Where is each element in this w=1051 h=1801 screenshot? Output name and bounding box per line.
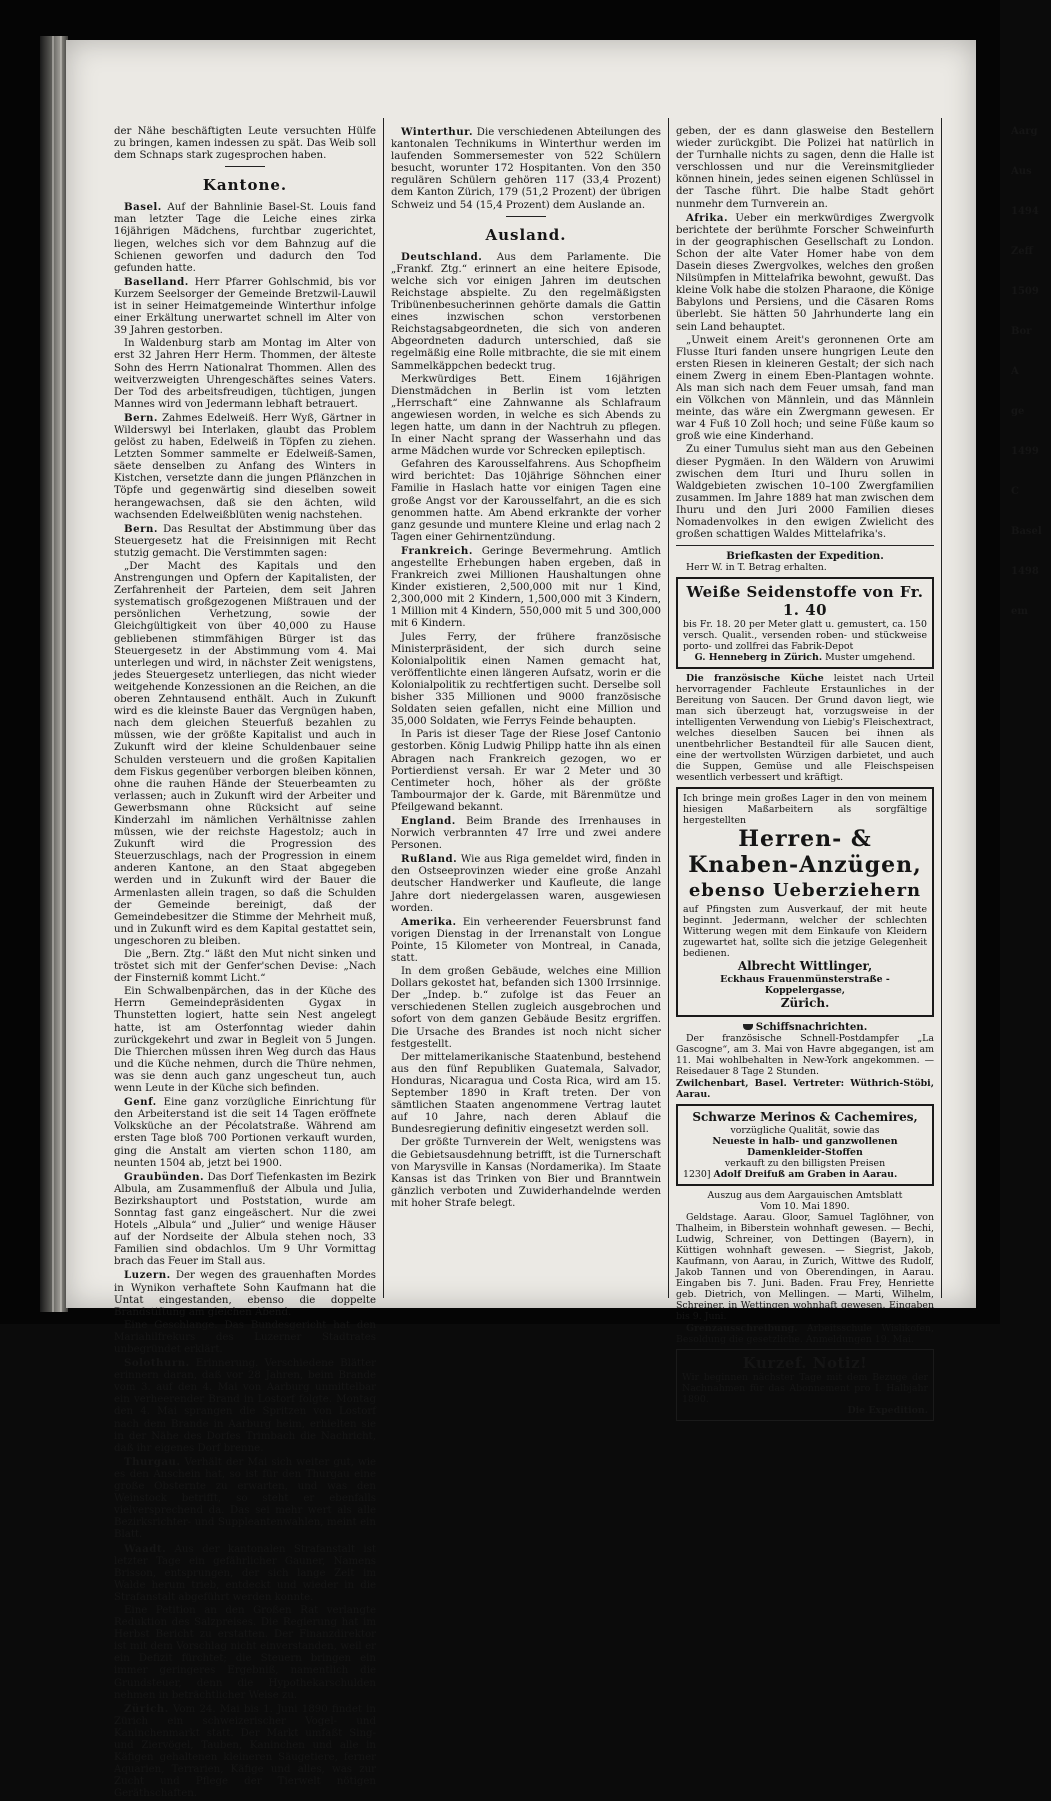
spine-edge-line [52, 36, 54, 1312]
edge-fragment: Zeff [1011, 246, 1033, 257]
news-paragraph [114, 412, 376, 522]
news-paragraph [391, 729, 661, 814]
paragraph-text: „Unweit einem Areit's geronnenen Orte am Flusse Ituri fanden unsere hungrigen Leute den ersten Riesen in kleineren Gestalt; der sich nach einem Zwerg in einem Eben-Plantagen wohnte. Als man sich nach dem Feuer umsah, fand man ein Völkchen von Männlein, und das Männlein meinte, das wäre ein Zwergmann gewesen. Er war 4 Fuß 10 Zoll hoch; und seine Füße kaum so groß wie eine Kinderhand. [676, 334, 934, 443]
paragraph-text: Das Resultat der Abstimmung über das Steuergesetz hat die Freisinnigen mit Recht stutzig gemacht. Die Verstimmten sagen: [114, 523, 376, 559]
edge-fragment: Aus [1011, 166, 1032, 177]
paragraph-text: In dem großen Gebäude, welches eine Million Dollars gekostet hat, befanden sich 1300 Irrsinnige. Der „Indep. b.“ zufolge ist das Feuer an verschiedenen Stellen zugleich ausgebrochen und sofort von dem ganzen Gebäude Besitz ergriffen. Die Ursache des Brandes ist noch nicht sicher festgestellt. [391, 966, 661, 1050]
ad-silk-text: bis Fr. 18. 20 per Meter glatt u. gemustert, ca. 150 versch. Qualit., versenden roben- und stückweise porto- und zollfrei das Fabrik-Depot [683, 619, 927, 653]
news-paragraph [114, 1171, 376, 1269]
news-paragraph [114, 1269, 376, 1318]
paragraph-text: Zu einer Tumulus sieht man aus den Gebeinen dieser Pygmäen. In den Wäldern von Aruwimi zwischen dem Ituri und Ihuru sollen in Waldgebieten zwischen 10–100 Zwergfamilien zusammen. Im Jahre 1889 hat man zwischen dem Ihuru und den Juri 2000 Familien dieses Nomadenvolkes in den ewigen Zwielicht des großen schattigen Waldes Mittelafrika's. [676, 444, 934, 541]
ad-merinos-title: Schwarze Merinos & Cachemires, [692, 1110, 918, 1125]
ad-suits-text: auf Pfingsten zum Ausverkauf, der mit heute beginnt. Jedermann, welcher der schlechten Witterung wegen mit dem Einkaufe von Kleidern zugewartet hat, sollte sich die jetzige Gelegenheit bedienen. [683, 904, 927, 960]
paragraph-lead: Thurgau. [124, 1455, 181, 1468]
section-heading-kantone: Kantone. [202, 176, 288, 195]
column-rule [383, 118, 384, 1298]
afrika-list [676, 212, 934, 542]
paragraph-lead: Graubünden. [124, 1170, 205, 1183]
paragraph-lead: Rußland. [401, 853, 458, 866]
paragraph-text: Erinnerung. Verschiedene Blätter erinnern daran, daß vor 28 Jahren, beim Brande vom 3. auf den 4. Mai von Aarburg unmittelbar ein verheerender Brand in Lostorf folgte. Montag den 4. Mai sprangen die Spritzen von Lostorf nach dem Brande in Aarburg heim, erhielten sie in der Nähe des Dorfes Trimbach die Nachricht, daß ihr eigenes Dorf brenne. [114, 1358, 376, 1454]
paragraph-text: Eine ganz vorzügliche Einrichtung für den Arbeiterstand ist die seit 14 Tagen eröffnete Volksküche an der Pécolatstraße. Während am ersten Tage bloß 700 Portionen verkauft wurden, ging die Anstalt am vierten schon 1180, am neunten 1504 ab, jetzt bei 1900. [114, 1097, 376, 1169]
paragraph-lead: Winterthur. [401, 126, 474, 138]
edge-fragment: ge [1011, 406, 1025, 417]
briefkasten-line: Herr W. in T. Betrag erhalten. [686, 562, 827, 574]
paragraph-text: Herr Pfarrer Gohlschmid, bis vor Kurzem Seelsorger der Gemeinde Bretzwil-Lauwil ist in seiner Heimatgemeinde Winterthur infolge einer Erkältung unerwartet schnell im Alter von 39 Jahren gestorben. [114, 276, 376, 337]
paragraph-text: Geringe Bevermehrung. Amtlich angestellte Erhebungen haben ergeben, daß in Frankreich zwei Millionen Haushaltungen ohne Kinder existieren, 2,500,000 mit nur 1 Kind, 2,300,000 mit 2 Kindern, 1,500,000 mit 3 Kindern, 1 Million mit 4 Kindern, 550,000 mit 5 und 300,000 mit 6 Kindern. [391, 545, 661, 630]
edge-fragment: em [1011, 606, 1028, 617]
amtsblatt-footer [676, 1323, 934, 1345]
paragraph-text: Jules Ferry, der frühere französische Ministerpräsident, der sich durch seine Kolonialpolitik einen Namen gemacht hat, veröffentlichte einen längeren Aufsatz, worin er die Kolonialpolitik zu rechtfertigen sucht. Derselbe soll bisher 335 Millionen und 9000 französische Soldaten seien gefallen, nicht eine Million und 35,000 Soldaten, wie Ferrys Feinde behaupten. [391, 631, 661, 728]
column-1 [114, 126, 376, 1801]
news-paragraph [391, 966, 661, 1051]
liebig-text: leistet nach Urteil hervorragender Fachleute Erstaunliches in der Bereitung von Saucen. Der Grund davon liegt, wie man sich überzeugt hat, vorzugsweise in der intelligenten Verwendung von Liebig's Fleischextract, welches dieselben Saucen bei ihnen als unentbehrlicher Bestandteil für alle Saucen dient, eine der wertvollsten Würzigen darbietet, und auch die Suppen, Gemüse und alle Fleischspeisen wesentlich verbessert und kräftigt. [676, 673, 934, 784]
spine-edge-line [60, 36, 62, 1312]
paragraph-text: Ein verheerender Feuersbrunst fand vorigen Dienstag in der Irrenanstalt von Longue Pointe, 15 Kilometer von Montreal, in Canada, statt. [391, 916, 661, 964]
news-paragraph [391, 1052, 661, 1137]
paragraph-text: Der größte Turnverein der Welt, wenigstens was die Gebietsausdehnung betrifft, ist die Turnerschaft von Marysville in Kansas (Nordamerika). Im Staate Kansas ist das Trinken von Bier und Branntwein gänzlich verboten und Zuwiderhandelnde werden mit hoher Strafe belegt. [391, 1137, 661, 1209]
ship-icon [743, 1024, 753, 1030]
news-paragraph [391, 916, 661, 965]
paragraph-text: Ueber ein merkwürdiges Zwergvolk berichtete der berühmte Forscher Schweinfurth in der geographischen Gesellschaft zu London. Schon der alte Vater Homer habe von dem Dasein dieses Zwergvolkes, welches den großen Nilsümpfen in Mittelafrika bewohnt, gewußt. Das kleine Volk habe die stolzen Pharaone, die Könige Babylons und Persiens, und die Cäsaren Roms überlebt. Sie hätten 50 Jahrhunderte lang ein sein Land behauptet. [676, 212, 934, 333]
column-rule [668, 118, 669, 1298]
ad-silk-tail: Muster umgehend. [825, 652, 916, 664]
news-paragraph [114, 1357, 376, 1455]
ad-merinos-firm: Adolf Dreifuß am Graben in Aarau. [713, 1169, 898, 1181]
edge-fragment: A [1011, 366, 1019, 377]
news-paragraph [114, 986, 376, 1095]
news-paragraph [391, 853, 661, 914]
notiz-text: Wir beginnen nächster Tage mit dem Bezuge der Nachnahmen für das Abonnement pro I. Halbjahr 1890. [682, 1372, 928, 1406]
paragraph-lead: Amerika. [401, 915, 457, 928]
news-paragraph [114, 201, 376, 275]
news-paragraph [114, 1456, 376, 1542]
news-paragraph [114, 338, 376, 411]
news-paragraph [114, 1605, 376, 1702]
paragraph-lead: Basel. [124, 201, 162, 214]
news-paragraph [391, 126, 661, 212]
paragraph-text: Zahmes Edelweiß. Herr Wyß, Gärtner in Wilderswyl bei Interlaken, glaubt das Problem gelöst zu haben, Edelweiß in Töpfen zu ziehen. Letzten Sommer sammelte er Edelweiß-Samen, säete denselben zu Anfang des Winters in Kistchen, versetzte dann die jungen Pflänzchen in Töpfe und gegenwärtig sind dieselben soweit herangewachsen, daß sie den ächten, wild wachsenden Edelweißblüten wenig nachstehen. [114, 412, 376, 521]
edge-fragment: Aarg [1011, 126, 1038, 137]
paragraph-lead: Zürich. [124, 1702, 169, 1715]
kantone-list [114, 201, 376, 948]
paragraph-text: Auf der Bahnlinie Basel-St. Louis fand man letzter Tage die Leiche eines zirka 16jährigen Mädchens, furchtbar zugerichtet, liegen, welches sich vor dem Bahnzug auf die Schienen geworfen und dadurch den Tod gefunden hatte. [114, 202, 376, 274]
section-divider [225, 166, 265, 167]
ad-merinos [676, 1104, 934, 1186]
paragraph-text: Wie aus Riga gemeldet wird, finden in den Ostseeprovinzen wieder eine große Anzahl deutscher Handwerker und Kaufleute, die lange Jahre dort niedergelassen waren, ausgewiesen worden. [391, 854, 661, 914]
paragraph-text: Merkwürdiges Bett. Einem 16jährigen Dienstmädchen in Berlin ist vom letzten „Herrschaft“ eine Zahnwanne als Schlafraum angewiesen worden, in welche es sich Abends zu legen hatte, um dann in der Nachtruh zu pflegen. In einer Nacht sprang der Wasserhahn und das arme Mädchen wurde vor Schrecken epileptisch. [391, 373, 661, 458]
paragraph-text: Eine Geschlange. Das Bundesgericht hat den Mariahilfrekurs des Luzerner Stadtrates unbegründet erklärt. [114, 1319, 376, 1355]
amtsblatt-text: Geldstage. Aarau. Gloor, Samuel Taglöhner, von Thalheim, in Biberstein wohnhaft gewesen. — Bechi, Ludwig, Schreiner, von Dettingen (Bayern), in Küttigen wohnhaft gewesen. — Siegrist, Jakob, Kaufmann, von Aarau, in Zurich, Wittwe des Rudolf, Jakob Tannen und von Oberendingen, in Aarau. Eingaben bis 7. Juni. Baden. Frau Frey, Henriette geb. Dietrich, von Mellingen. — Marti, Wilhelm, Schreiner, in Wettingen wohnhaft gewesen. Eingaben bis 9. Juni. [676, 1212, 934, 1323]
ad-silk [676, 577, 934, 669]
liebig-lead: Die französische Küche [686, 673, 824, 685]
paragraph-lead: Frankreich. [401, 544, 473, 557]
ship-news-agent: Zwilchenbart, Basel. Vertreter: Wüthrich-Stöbi, Aarau. [676, 1078, 934, 1101]
newspaper-page [66, 40, 1042, 1800]
paragraph-lead: Waadt. [124, 1542, 167, 1555]
divider [676, 545, 934, 546]
ship-news-title [676, 1021, 934, 1033]
notiz-title: Kurzef. Notiz! [742, 1354, 868, 1373]
ad-silk-firm: G. Henneberg in Zürich. [694, 652, 823, 664]
edge-fragment: 1499 [1011, 446, 1039, 457]
ship-news-text: Der französische Schnell-Postdampfer „La Gascogne“, am 3. Mai von Havre abgegangen, ist am 11. Mai wohlbehalten in New-York angekommen. — Reisedauer 8 Tage 2 Stunden. [676, 1033, 934, 1078]
column-2 [391, 126, 661, 1211]
edge-fragment: 1494 [1011, 206, 1039, 217]
paragraph-lead: England. [401, 814, 456, 827]
paragraph-lead: Solothurn. [124, 1357, 190, 1370]
news-paragraph [391, 374, 661, 459]
news-paragraph [391, 1137, 661, 1210]
paragraph-lead: Bern. [124, 522, 158, 535]
news-paragraph [391, 632, 661, 729]
ad-merinos-ref: 1230] [683, 1169, 711, 1181]
winterthur-list [391, 126, 661, 212]
bern-ztg-paragraph: Die „Bern. Ztg.“ läßt den Mut nicht sinken und tröstet sich mit der Genfer'schen Devise: „Nach der Finsterniß kommt Licht.“ [114, 949, 376, 985]
news-paragraph [676, 335, 934, 444]
paragraph-lead: Afrika. [686, 211, 729, 224]
news-paragraph [391, 545, 661, 631]
paragraph-text: In Waldenburg starb am Montag im Alter von erst 32 Jahren Herr Herm. Thommen, der älteste Sohn des Herrn Nationalrat Thommen. Allen des weitverzweigten Uhrengeschäftes seines Vaters. Der Tod des arbeitsfreudigen, tüchtigen, jungen Mannes wird von Jedermann lebhaft betrauert. [114, 338, 376, 410]
paragraph-lead: Luzern. [124, 1269, 171, 1282]
paragraph-lead: Genf. [124, 1096, 157, 1109]
ship-news-title-text: Schiffsnachrichten. [755, 1021, 868, 1034]
ad-silk-title: Weiße Seidenstoffe von Fr. 1. 40 [686, 583, 924, 620]
paragraph-text: Beim Brande des Irrenhauses in Norwich verbrannten 47 Irre und zwei andere Personen. [391, 815, 661, 852]
paragraph-text: Aus der kantonalen Strafanstalt ist letzter Tage ein gefährlicher Gauner, Namens Brisson, entsprungen, der sich lange Zeit im Walde herum trieb, entdeckt und wieder in die Strafanstalt abgeführt werden konnte. [114, 1543, 376, 1603]
notiz-box [676, 1349, 934, 1421]
ad-merinos-line2: Neueste in halb- und ganzwollenen Damenkleider-Stoffen [712, 1136, 898, 1159]
paragraph-lead: Deutschland. [401, 250, 483, 263]
paragraph-text: Aus dem Parlamente. Die „Frankf. Ztg.“ erinnert an eine heitere Episode, welche sich vor einigen Jahren im deutschen Reichstage abspielte. Zu den regelmäßigsten Tribünenbesucherinnen gehörte damals die Gattin eines inzwischen schon verstorbenen Reichstagsabgeordneten, die sich von anderen Abgeordneten dadurch unterschied, daß sie regelmäßig eine Rolle mitbrachte, die sie mit einem Sammelkäppchen bedeckt trug. [391, 251, 662, 372]
ad-suits [676, 787, 934, 1017]
news-paragraph [114, 1703, 376, 1801]
paragraph-text: In Paris ist dieser Tage der Riese Josef Cantonio gestorben. König Ludwig Philipp hatte ihn als einen Abragen nach Frankreich gezogen, wo er Portierdienst versah. Er war 2 Meter und 30 Centimeter hoch, höher als der größte Tambourmajor der k. Garde, mit Bärenmütze und Pfeilgewand bekannt. [391, 729, 661, 813]
news-paragraph [114, 1320, 376, 1356]
liebig-paragraph [676, 673, 934, 783]
ausland-list [391, 251, 661, 1210]
paragraph-text: Der wegen des grauenhaften Mordes in Wynikon verhaftete Sohn Kaufmann hat die Untat eingestanden, ebenso die doppelte Brandstiftung am gleichen Abend. [114, 1270, 376, 1318]
kantone-more-list [114, 986, 376, 1800]
briefkasten-title: Briefkasten der Expedition. [726, 550, 884, 563]
amtsblatt-date: Vom 10. Mai 1890. [760, 1201, 850, 1213]
paragraph-text: „Der Macht des Kapitals und den Anstrengungen und Opfern der Kapitalisten, der Zerfahrenheit der Parteien, dem seit Jahren systematisch großgezogenen Mißtrauen und der persönlichen Verhetzung, sowie der Gleichgültigkeit von über 40,000 zu Hause gebliebenen stimmfähigen Bürger ist das Steuergesetz in der Abstimmung vom 4. Mai unterlegen und wird, in nächster Zeit wenigstens, jedes Steuergesetz unterliegen, das nicht wieder weitgehende Konzessionen an die Reichen, an die oberen Zehntausend enthält. Auch in Zukunft wird es die kleinste Bauer das Vergnügen haben, nach dem gleichen Steuerfuß bezahlen zu müssen, wie der größte Kapitalist und auch in Zukunft wird der kleine Schuldenbauer seine Schulden versteuern und die großen Kapitalien dem Fiskus gegenüber verborgen bleiben können, ohne die rauhen Hände der Steuerbeamten zu verlassen; auch in Zukunft wird der Arbeiter und Gewerbsmann ohne Rücksicht auf seine Kinderzahl im nämlichen Verhältnisse zahlen müssen, wie der reichste Hagestolz; auch in Zukunft wird die Progression des Steuerzuschlags, nach der Progression in einem anderen Kantone, an den Staat abgegeben werden und in Zukunft wird der Bauer die Armenlasten allein tragen, so daß die Schulden der Gemeinde bereinigt, daß der Gemeindebesitzer die Stimme der Mehrheit muß, und in Zukunft wird es dem Kapital gestattet sein, ungeschoren zu bleiben. [114, 561, 376, 947]
news-paragraph [114, 1096, 376, 1170]
paragraph-lead: Bern. [124, 411, 158, 424]
edge-fragment: Basel [1011, 526, 1042, 537]
turnhalle-paragraph: geben, der es dann glasweise den Bestellern wieder zurückgibt. Die Polizei hat natürlich in der Turnhalle nichts zu sagen, denn die Halle ist verschlossen und nur die Vereinsmitglieder können hinein, jedes seinen eigenen Schlüssel in der Tasche führt. Die halbe Stadt gehört nunmehr dem Turnverein an. [676, 126, 934, 210]
amtsblatt-footer-lead: Grenzausschreibung. [686, 1323, 798, 1335]
notiz-sign: Die Expedition. [847, 1405, 928, 1417]
news-paragraph [114, 523, 376, 560]
book-spine [40, 36, 68, 1312]
paragraph-text: Das Dorf Tiefenkasten im Bezirk Albula, am Zusammenfluß der Albula und Julia, Bezirkshauptort und Poststation, wurde am Sonntag fast ganz eingeäschert. Nur die zwei Hotels „Albula“ und „Julier“ und wenige Häuser auf der Nordseite der Albula stehen noch, 33 Familien sind obdachlos. Um 9 Uhr Vormittag brach das Feuer im Stall aus. [114, 1171, 376, 1268]
paragraph-text: Vom 24. Mai bis 1. Juni 1890 findet in Zürich ein schweizerischer Vogel- und Kaninchenmarkt statt. Der Markt umfaßt Sing- und Ziervögel, Tauben, Kaninchen und alle in Käfigen gehaltenen kleineren Säugetiere, ferner Aquarien, Terrarien, Käfige und alles, was zur Zucht und Pflege der Tierwelt nötigen Geräthschaften. [114, 1703, 376, 1800]
paragraph-text: Die verschiedenen Abteilungen des kantonalen Technikums in Winterthur werden im laufenden Sommersemester von 522 Schülern besucht, worunter 172 Hospitanten. Von den 350 regulären Schülern gehören 117 (33,4 Prozent) dem Kanton Zürich, 179 (51,2 Prozent) der übrigen Schweiz und 54 (15,4 Prozent) dem Auslande an. [391, 127, 661, 211]
column-rule [941, 118, 942, 1298]
amtsblatt-footer-text: Arbeitsschule Wislikofen, Besoldung die gesetzliche. Anmeldungen 19. Mai. [676, 1323, 935, 1346]
ad-suits-name: Albrecht Wittlinger, [737, 959, 873, 974]
edge-fragment: 1498 [1011, 566, 1039, 577]
news-paragraph [391, 251, 661, 373]
paragraph-lead: Baselland. [124, 275, 189, 288]
news-paragraph [391, 459, 661, 544]
ad-suits-subheadline: ebenso Ueberziehern [688, 880, 922, 902]
edge-fragment: Bor [1011, 326, 1032, 337]
news-paragraph [114, 276, 376, 337]
paragraph-text: Eine Petition an den Großen Rat verlangte Reduktion des Salzpreises. Die Regierung hat im Herbst Bericht zu erstatten. Der Finanzdirektor ist mit dem Vorschlag nicht einverstanden, weil er ein Defizit fürchtet; die Steuern bringen ein immer geringeres Ergebniß, namentlich die Grundsteuer, denn die Hypothekarschulden nehmen in beträchtlicher Weise zu. [114, 1604, 376, 1701]
news-paragraph [114, 1543, 376, 1604]
paragraph-text: Gefahren des Karousselfahrens. Aus Schopfheim wird berichtet: Das 10jährige Söhnchen einer Familie in Haslach hatte vor einigen Tagen eine große Angst vor der Karousselfahrt, an die es sich genommen hatte. Am Abend erkrankte der vorher ganz gesunde und muntere Kleine und erlag nach 2 Tagen einer Gehirnentzündung. [391, 459, 661, 543]
paragraph-text: Ein Schwalbenpärchen, das in der Küche des Herrn Gemeindepräsidenten Gygax in Thunstetten logiert, hatte sein Nest angelegt hatte, ist am Osterfonntag wieder dahin zurückgekehrt und zwar in Begleit von 5 Jungen. Die Thierchen müssen ihren Weg durch das Haus und die Küche nehmen, durch die Thüre nehmen, was sie denn auch ganz ungescheut tun, auch wenn Leute in der Küche sich befinden. [114, 986, 376, 1095]
amtsblatt-title: Auszug aus dem Aargauischen Amtsblatt [707, 1190, 903, 1202]
ad-suits-headline: Herren- & Knaben-Anzügen, [688, 826, 922, 879]
ad-suits-address: Eckhaus Frauenmünsterstraße - Koppelergasse, [720, 974, 890, 997]
news-paragraph [114, 561, 376, 948]
edge-fragment: C [1011, 486, 1019, 497]
news-paragraph [676, 212, 934, 334]
intro-paragraph: der Nähe beschäftigten Leute versuchten Hülfe zu bringen, kamen indessen zu spät. Das Weib soll dem Schnaps stark zugesprochen haben. [114, 126, 376, 162]
adjacent-column-edge [1011, 126, 1051, 646]
ad-merinos-line3: verkauft zu den billigsten Preisen [724, 1158, 886, 1170]
section-divider [506, 216, 546, 217]
news-paragraph [676, 444, 934, 541]
news-paragraph [391, 815, 661, 852]
paragraph-text: Verhält der Mai sich weiter gut, wie es den Anschein hat, so ist für den Thurgau eine große Obsternte zu erwarten, und was den Weinstock betrifft, so steht er ebenfalls vielversprechend da. Das sei mehr wert als alle Bezirksrichter- und Suppleantenwahlen, meint ein Blatt. [114, 1456, 376, 1541]
ad-suits-city: Zürich. [780, 996, 830, 1011]
paragraph-text: Der mittelamerikanische Staatenbund, bestehend aus den fünf Republiken Guatemala, Salvador, Honduras, Nicaragua und Costa Rica, wird am 15. September 1890 in Kraft treten. Der von sämtlichen Staaten angenommene Vertrag lautet auf 10 Jahre, nach deren Ablauf die Bundesregierung definitiv eingesetzt werden soll. [391, 1051, 661, 1136]
ad-merinos-sub: vorzügliche Qualität, sowie das [730, 1125, 880, 1137]
edge-fragment: 1509 [1011, 286, 1039, 297]
column-3 [676, 126, 934, 1425]
ad-suits-intro: Ich bringe mein großes Lager in den von meinem hiesigen Maßarbeitern als sorgfältige hergestellten [683, 793, 927, 827]
section-heading-ausland: Ausland. [485, 225, 567, 244]
